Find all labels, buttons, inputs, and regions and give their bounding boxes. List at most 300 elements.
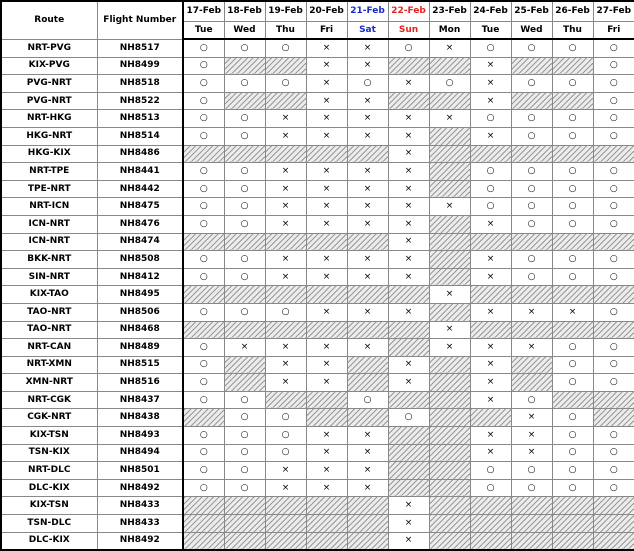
header-dates-row <box>1 1 634 22</box>
operating-mark: ○ <box>593 303 634 321</box>
operating-mark: ○ <box>224 479 265 497</box>
flight-number-cell: NH8499 <box>97 57 183 75</box>
table-row <box>1 75 634 93</box>
cancelled-mark: × <box>306 198 347 216</box>
cancelled-mark: × <box>347 180 388 198</box>
day-header-27-feb: Fri <box>593 22 634 40</box>
not-scheduled-cell <box>552 515 593 533</box>
operating-mark: ○ <box>593 163 634 181</box>
operating-mark: ○ <box>552 127 593 145</box>
route-cell: NRT-ICN <box>1 198 97 216</box>
not-scheduled-cell <box>265 233 306 251</box>
operating-mark: ○ <box>265 39 306 57</box>
table-row <box>1 462 634 480</box>
table-row <box>1 92 634 110</box>
operating-mark: ○ <box>224 127 265 145</box>
not-scheduled-cell <box>593 391 634 409</box>
not-scheduled-cell <box>347 515 388 533</box>
table-row <box>1 497 634 515</box>
not-scheduled-cell <box>511 532 552 550</box>
route-cell: HKG-KIX <box>1 145 97 163</box>
not-scheduled-cell <box>429 180 470 198</box>
not-scheduled-cell <box>224 497 265 515</box>
cancelled-mark: × <box>470 339 511 357</box>
not-scheduled-cell <box>429 532 470 550</box>
cancelled-mark: × <box>347 427 388 445</box>
operating-mark: ○ <box>224 303 265 321</box>
not-scheduled-cell <box>429 409 470 427</box>
date-header-24-feb: 24-Feb <box>470 1 511 22</box>
route-cell: PVG-NRT <box>1 75 97 93</box>
not-scheduled-cell <box>429 303 470 321</box>
cancelled-mark: × <box>306 444 347 462</box>
not-scheduled-cell <box>347 233 388 251</box>
operating-mark: ○ <box>552 409 593 427</box>
date-header-19-feb: 19-Feb <box>265 1 306 22</box>
operating-mark: ○ <box>224 110 265 128</box>
not-scheduled-cell <box>347 532 388 550</box>
flight-number-cell: NH8474 <box>97 233 183 251</box>
cancelled-mark: × <box>388 198 429 216</box>
not-scheduled-cell <box>552 145 593 163</box>
operating-mark: ○ <box>470 180 511 198</box>
not-scheduled-cell <box>347 497 388 515</box>
operating-mark: ○ <box>552 39 593 57</box>
cancelled-mark: × <box>306 356 347 374</box>
cancelled-mark: × <box>388 251 429 269</box>
operating-mark: ○ <box>183 92 224 110</box>
operating-mark: ○ <box>224 444 265 462</box>
cancelled-mark: × <box>306 215 347 233</box>
not-scheduled-cell <box>429 57 470 75</box>
operating-mark: ○ <box>511 163 552 181</box>
not-scheduled-cell <box>511 497 552 515</box>
flight-number-cell: NH8433 <box>97 515 183 533</box>
cancelled-mark: × <box>265 251 306 269</box>
operating-mark: ○ <box>593 462 634 480</box>
not-scheduled-cell <box>511 374 552 392</box>
cancelled-mark: × <box>470 303 511 321</box>
flight-number-cell: NH8518 <box>97 75 183 93</box>
not-scheduled-cell <box>593 286 634 304</box>
not-scheduled-cell <box>224 145 265 163</box>
cancelled-mark: × <box>347 215 388 233</box>
cancelled-mark: × <box>388 497 429 515</box>
operating-mark: ○ <box>347 391 388 409</box>
cancelled-mark: × <box>306 39 347 57</box>
operating-mark: ○ <box>470 198 511 216</box>
cancelled-mark: × <box>511 339 552 357</box>
not-scheduled-cell <box>306 532 347 550</box>
flight-number-cell: NH8516 <box>97 374 183 392</box>
not-scheduled-cell <box>470 286 511 304</box>
not-scheduled-cell <box>429 233 470 251</box>
not-scheduled-cell <box>265 57 306 75</box>
operating-mark: ○ <box>224 409 265 427</box>
flight-number-cell: NH8468 <box>97 321 183 339</box>
cancelled-mark: × <box>265 479 306 497</box>
not-scheduled-cell <box>347 286 388 304</box>
not-scheduled-cell <box>593 233 634 251</box>
not-scheduled-cell <box>511 356 552 374</box>
cancelled-mark: × <box>470 215 511 233</box>
not-scheduled-cell <box>593 515 634 533</box>
operating-mark: ○ <box>224 251 265 269</box>
route-cell: DLC-KIX <box>1 479 97 497</box>
not-scheduled-cell <box>265 92 306 110</box>
not-scheduled-cell <box>224 233 265 251</box>
day-header-19-feb: Thu <box>265 22 306 40</box>
cancelled-mark: × <box>388 180 429 198</box>
table-row <box>1 515 634 533</box>
cancelled-mark: × <box>511 444 552 462</box>
table-row <box>1 57 634 75</box>
table-row <box>1 479 634 497</box>
cancelled-mark: × <box>470 127 511 145</box>
operating-mark: ○ <box>593 110 634 128</box>
operating-mark: ○ <box>183 110 224 128</box>
date-header-26-feb: 26-Feb <box>552 1 593 22</box>
not-scheduled-cell <box>429 251 470 269</box>
cancelled-mark: × <box>347 444 388 462</box>
cancelled-mark: × <box>347 268 388 286</box>
operating-mark: ○ <box>511 462 552 480</box>
cancelled-mark: × <box>306 479 347 497</box>
not-scheduled-cell <box>429 444 470 462</box>
cancelled-mark: × <box>347 110 388 128</box>
day-header-17-feb: Tue <box>183 22 224 40</box>
not-scheduled-cell <box>511 515 552 533</box>
not-scheduled-cell <box>388 339 429 357</box>
operating-mark: ○ <box>429 75 470 93</box>
cancelled-mark: × <box>388 268 429 286</box>
operating-mark: ○ <box>224 391 265 409</box>
operating-mark: ○ <box>470 462 511 480</box>
not-scheduled-cell <box>388 92 429 110</box>
not-scheduled-cell <box>183 233 224 251</box>
table-row <box>1 163 634 181</box>
route-cell: TSN-DLC <box>1 515 97 533</box>
not-scheduled-cell <box>511 233 552 251</box>
cancelled-mark: × <box>306 374 347 392</box>
cancelled-mark: × <box>265 180 306 198</box>
cancelled-mark: × <box>429 339 470 357</box>
operating-mark: ○ <box>183 268 224 286</box>
cancelled-mark: × <box>470 374 511 392</box>
operating-mark: ○ <box>183 427 224 445</box>
table-row <box>1 198 634 216</box>
not-scheduled-cell <box>552 286 593 304</box>
cancelled-mark: × <box>388 356 429 374</box>
operating-mark: ○ <box>224 180 265 198</box>
route-cell: KIX-TSN <box>1 427 97 445</box>
flight-number-cell: NH8442 <box>97 180 183 198</box>
operating-mark: ○ <box>511 75 552 93</box>
cancelled-mark: × <box>306 57 347 75</box>
not-scheduled-cell <box>265 532 306 550</box>
operating-mark: ○ <box>593 215 634 233</box>
operating-mark: ○ <box>183 444 224 462</box>
operating-mark: ○ <box>265 75 306 93</box>
operating-mark: ○ <box>347 75 388 93</box>
not-scheduled-cell <box>511 145 552 163</box>
not-scheduled-cell <box>265 497 306 515</box>
cancelled-mark: × <box>347 127 388 145</box>
operating-mark: ○ <box>552 75 593 93</box>
cancelled-mark: × <box>306 163 347 181</box>
flight-number-cell: NH8493 <box>97 427 183 445</box>
cancelled-mark: × <box>388 215 429 233</box>
table-row <box>1 391 634 409</box>
operating-mark: ○ <box>593 268 634 286</box>
not-scheduled-cell <box>347 321 388 339</box>
cancelled-mark: × <box>470 268 511 286</box>
not-scheduled-cell <box>224 57 265 75</box>
route-cell: KIX-TSN <box>1 497 97 515</box>
not-scheduled-cell <box>183 321 224 339</box>
not-scheduled-cell <box>347 356 388 374</box>
operating-mark: ○ <box>183 462 224 480</box>
not-scheduled-cell <box>388 286 429 304</box>
cancelled-mark: × <box>388 515 429 533</box>
not-scheduled-cell <box>552 497 593 515</box>
date-header-18-feb: 18-Feb <box>224 1 265 22</box>
route-cell: SIN-NRT <box>1 268 97 286</box>
operating-mark: ○ <box>552 356 593 374</box>
operating-mark: ○ <box>593 57 634 75</box>
not-scheduled-cell <box>183 409 224 427</box>
route-cell: KIX-TAO <box>1 286 97 304</box>
route-cell: HKG-NRT <box>1 127 97 145</box>
table-row <box>1 39 634 57</box>
cancelled-mark: × <box>306 339 347 357</box>
operating-mark: ○ <box>593 427 634 445</box>
route-cell: NRT-CGK <box>1 391 97 409</box>
not-scheduled-cell <box>552 57 593 75</box>
not-scheduled-cell <box>224 92 265 110</box>
route-cell: ICN-NRT <box>1 233 97 251</box>
operating-mark: ○ <box>552 198 593 216</box>
not-scheduled-cell <box>470 532 511 550</box>
not-scheduled-cell <box>511 321 552 339</box>
operating-mark: ○ <box>183 479 224 497</box>
not-scheduled-cell <box>183 145 224 163</box>
route-cell: TSN-KIX <box>1 444 97 462</box>
cancelled-mark: × <box>265 127 306 145</box>
date-header-23-feb: 23-Feb <box>429 1 470 22</box>
cancelled-mark: × <box>306 110 347 128</box>
schedule-body <box>1 39 634 550</box>
table-row <box>1 356 634 374</box>
table-row <box>1 444 634 462</box>
not-scheduled-cell <box>306 233 347 251</box>
not-scheduled-cell <box>306 145 347 163</box>
cancelled-mark: × <box>306 462 347 480</box>
not-scheduled-cell <box>388 444 429 462</box>
operating-mark: ○ <box>224 215 265 233</box>
cancelled-mark: × <box>306 303 347 321</box>
not-scheduled-cell <box>552 233 593 251</box>
table-row <box>1 427 634 445</box>
operating-mark: ○ <box>224 198 265 216</box>
not-scheduled-cell <box>265 515 306 533</box>
cancelled-mark: × <box>470 75 511 93</box>
not-scheduled-cell <box>552 92 593 110</box>
flight-number-cell: NH8501 <box>97 462 183 480</box>
not-scheduled-cell <box>593 409 634 427</box>
cancelled-mark: × <box>388 233 429 251</box>
operating-mark: ○ <box>183 303 224 321</box>
not-scheduled-cell <box>306 409 347 427</box>
cancelled-mark: × <box>470 57 511 75</box>
cancelled-mark: × <box>347 251 388 269</box>
operating-mark: ○ <box>183 356 224 374</box>
operating-mark: ○ <box>470 163 511 181</box>
not-scheduled-cell <box>388 321 429 339</box>
operating-mark: ○ <box>593 39 634 57</box>
not-scheduled-cell <box>593 532 634 550</box>
day-header-25-feb: Wed <box>511 22 552 40</box>
day-header-21-feb: Sat <box>347 22 388 40</box>
cancelled-mark: × <box>388 127 429 145</box>
cancelled-mark: × <box>429 198 470 216</box>
date-header-25-feb: 25-Feb <box>511 1 552 22</box>
operating-mark: ○ <box>183 198 224 216</box>
not-scheduled-cell <box>224 532 265 550</box>
operating-mark: ○ <box>552 251 593 269</box>
operating-mark: ○ <box>265 409 306 427</box>
cancelled-mark: × <box>265 198 306 216</box>
route-cell: NRT-PVG <box>1 39 97 57</box>
table-row <box>1 532 634 550</box>
operating-mark: ○ <box>593 251 634 269</box>
route-cell: NRT-XMN <box>1 356 97 374</box>
cancelled-mark: × <box>552 303 593 321</box>
cancelled-mark: × <box>265 215 306 233</box>
cancelled-mark: × <box>306 92 347 110</box>
not-scheduled-cell <box>183 286 224 304</box>
flight-number-header: Flight Number <box>97 1 183 39</box>
cancelled-mark: × <box>388 110 429 128</box>
operating-mark: ○ <box>183 39 224 57</box>
not-scheduled-cell <box>552 321 593 339</box>
operating-mark: ○ <box>552 339 593 357</box>
operating-mark: ○ <box>470 110 511 128</box>
not-scheduled-cell <box>306 286 347 304</box>
not-scheduled-cell <box>593 145 634 163</box>
date-header-22-feb: 22-Feb <box>388 1 429 22</box>
not-scheduled-cell <box>224 515 265 533</box>
not-scheduled-cell <box>306 321 347 339</box>
not-scheduled-cell <box>470 233 511 251</box>
operating-mark: ○ <box>183 57 224 75</box>
not-scheduled-cell <box>306 497 347 515</box>
not-scheduled-cell <box>265 145 306 163</box>
day-header-23-feb: Mon <box>429 22 470 40</box>
operating-mark: ○ <box>593 479 634 497</box>
route-cell: ICN-NRT <box>1 215 97 233</box>
operating-mark: ○ <box>511 180 552 198</box>
operating-mark: ○ <box>552 444 593 462</box>
flight-number-cell: NH8513 <box>97 110 183 128</box>
day-header-20-feb: Fri <box>306 22 347 40</box>
table-row <box>1 233 634 251</box>
route-cell: BKK-NRT <box>1 251 97 269</box>
day-header-24-feb: Tue <box>470 22 511 40</box>
not-scheduled-cell <box>470 409 511 427</box>
not-scheduled-cell <box>552 532 593 550</box>
cancelled-mark: × <box>347 163 388 181</box>
not-scheduled-cell <box>306 515 347 533</box>
operating-mark: ○ <box>511 391 552 409</box>
operating-mark: ○ <box>183 75 224 93</box>
cancelled-mark: × <box>306 251 347 269</box>
not-scheduled-cell <box>306 391 347 409</box>
not-scheduled-cell <box>470 145 511 163</box>
route-cell: NRT-DLC <box>1 462 97 480</box>
table-row <box>1 321 634 339</box>
cancelled-mark: × <box>265 110 306 128</box>
not-scheduled-cell <box>429 215 470 233</box>
cancelled-mark: × <box>470 251 511 269</box>
operating-mark: ○ <box>224 75 265 93</box>
route-header: Route <box>1 1 97 39</box>
flight-number-cell: NH8441 <box>97 163 183 181</box>
not-scheduled-cell <box>265 286 306 304</box>
route-cell: TAO-NRT <box>1 321 97 339</box>
cancelled-mark: × <box>347 39 388 57</box>
table-row <box>1 145 634 163</box>
cancelled-mark: × <box>306 180 347 198</box>
operating-mark: ○ <box>388 409 429 427</box>
cancelled-mark: × <box>224 339 265 357</box>
cancelled-mark: × <box>265 163 306 181</box>
cancelled-mark: × <box>347 462 388 480</box>
route-cell: CGK-NRT <box>1 409 97 427</box>
operating-mark: ○ <box>552 163 593 181</box>
not-scheduled-cell <box>429 479 470 497</box>
not-scheduled-cell <box>224 356 265 374</box>
not-scheduled-cell <box>429 427 470 445</box>
not-scheduled-cell <box>388 462 429 480</box>
date-header-21-feb: 21-Feb <box>347 1 388 22</box>
not-scheduled-cell <box>347 374 388 392</box>
not-scheduled-cell <box>183 497 224 515</box>
flight-number-cell: NH8506 <box>97 303 183 321</box>
operating-mark: ○ <box>511 110 552 128</box>
operating-mark: ○ <box>265 427 306 445</box>
not-scheduled-cell <box>470 321 511 339</box>
not-scheduled-cell <box>429 391 470 409</box>
cancelled-mark: × <box>470 444 511 462</box>
operating-mark: ○ <box>511 251 552 269</box>
route-cell: NRT-TPE <box>1 163 97 181</box>
operating-mark: ○ <box>511 127 552 145</box>
not-scheduled-cell <box>347 409 388 427</box>
not-scheduled-cell <box>183 532 224 550</box>
table-row <box>1 251 634 269</box>
flight-number-cell: NH8494 <box>97 444 183 462</box>
flight-number-cell: NH8508 <box>97 251 183 269</box>
table-row <box>1 127 634 145</box>
cancelled-mark: × <box>306 127 347 145</box>
operating-mark: ○ <box>593 180 634 198</box>
not-scheduled-cell <box>388 479 429 497</box>
operating-mark: ○ <box>511 215 552 233</box>
cancelled-mark: × <box>470 92 511 110</box>
cancelled-mark: × <box>347 92 388 110</box>
flight-number-cell: NH8492 <box>97 532 183 550</box>
